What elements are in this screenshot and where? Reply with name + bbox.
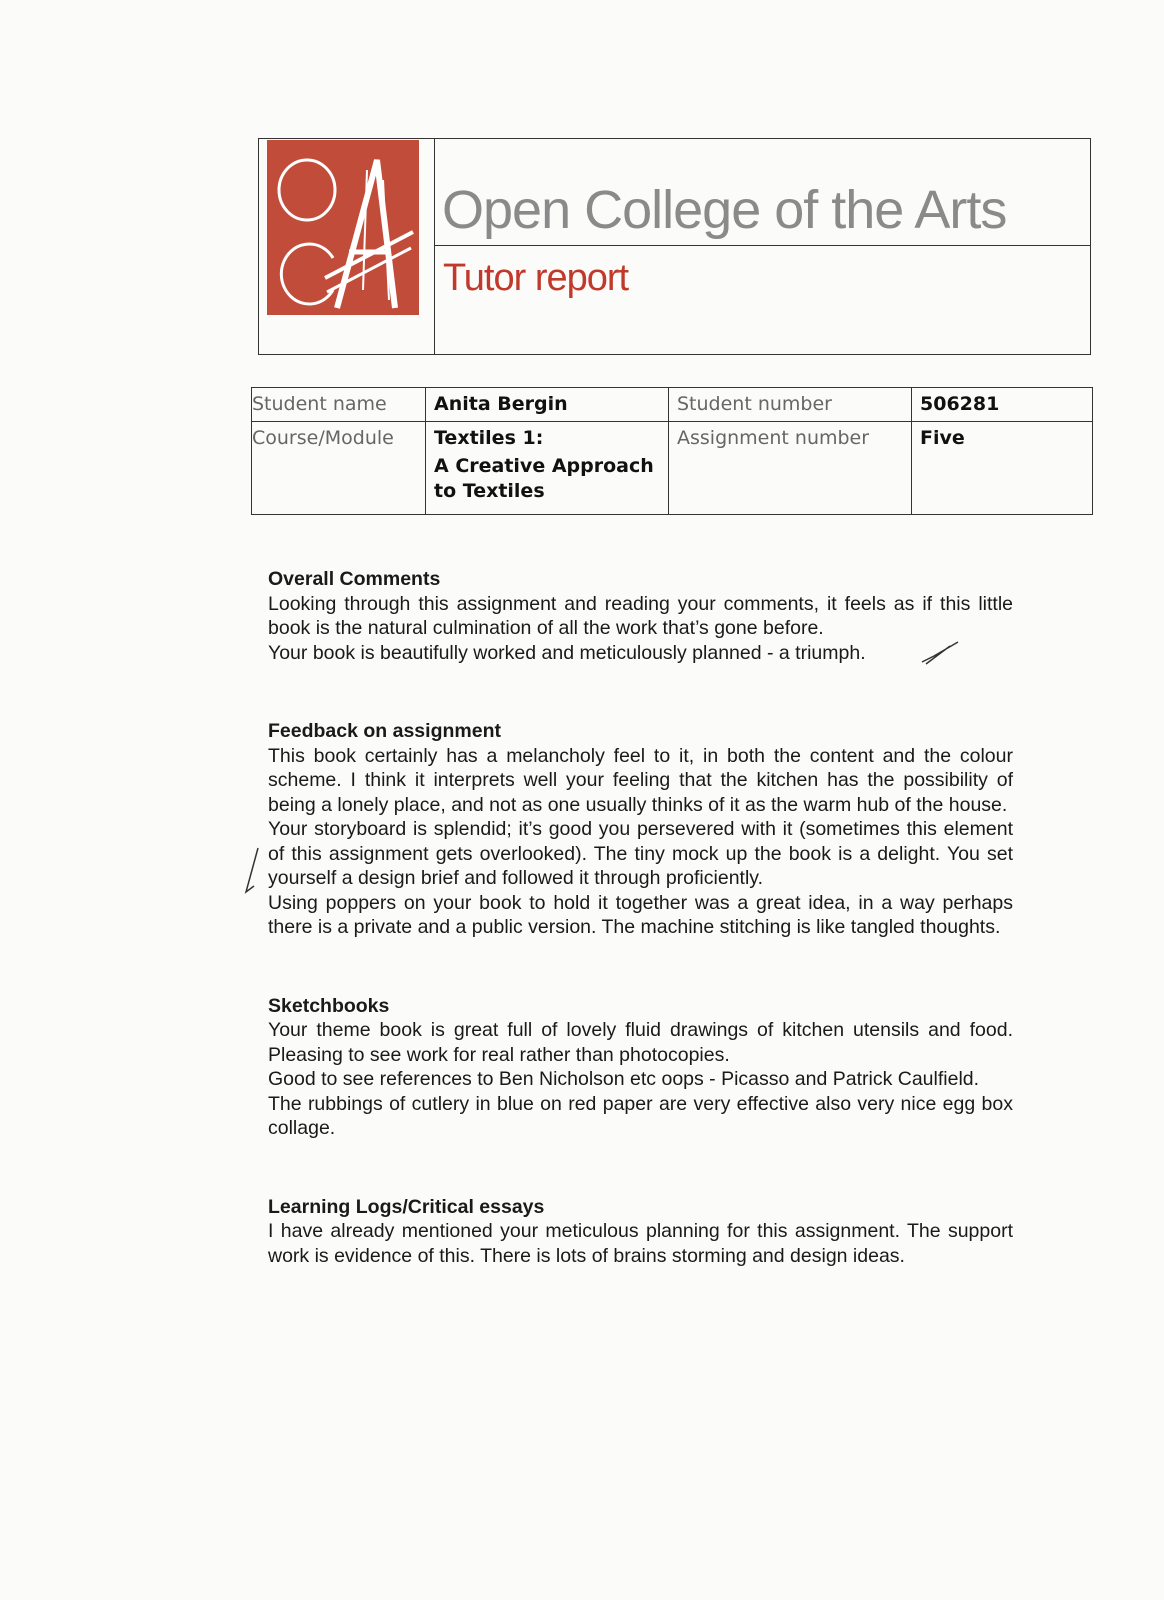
section-heading: Sketchbooks [268, 994, 390, 1017]
section-heading: Overall Comments [268, 568, 441, 590]
pen-margin-mark-icon [240, 846, 266, 896]
course-line-3: to Textiles [434, 480, 545, 503]
paragraph: Using poppers on your book to hold it together was a great idea, in a way perhaps there is a private and a public version. The machine stitching is like tangled thoughts. [268, 891, 1013, 938]
title-cell [434, 139, 1090, 246]
report-header [258, 138, 1091, 355]
student-info-table [251, 387, 1093, 515]
assignment-number-label: Assignment number [669, 421, 912, 514]
section-overall-comments [268, 567, 1013, 665]
logo-cell [259, 139, 435, 354]
paragraph: Your theme book is great full of lovely fluid drawings of kitchen utensils and food. Pleasing to see work for real rather than photocopies. [268, 1019, 1013, 1066]
paragraph: The rubbings of cutlery in blue on red paper are very effective also very nice egg box collage. [268, 1092, 1013, 1139]
course-module-label: Course/Module [252, 421, 426, 514]
section-heading: Feedback on assignment [268, 720, 501, 742]
info-row-1 [252, 388, 1093, 422]
course-line-2: A Creative Approach [434, 455, 654, 478]
report-title: Tutor report [443, 257, 629, 299]
college-name: Open College of the Arts [442, 180, 1007, 240]
oca-logo [267, 140, 419, 315]
paragraph: Looking through this assignment and reading your comments, it feels as if this little book is the natural culmination of all the work that’s gone before. [268, 592, 1013, 639]
paragraph: I have already mentioned your meticulous planning for this assignment. The support work is evidence of this. There is lots of brains storming and design ideas. [268, 1220, 1013, 1267]
assignment-number-value: Five [912, 421, 1093, 514]
paragraph: This book certainly has a melancholy feel to it, in both the content and the colour scheme. I think it interprets well your feeling that the kitchen has the possibility of being a lonely place, and not as one usually thinks of it as the warm hub of the house. [268, 744, 1013, 816]
course-module-value [426, 421, 669, 514]
student-name-value: Anita Bergin [426, 388, 669, 422]
section-learning-logs [268, 1195, 1013, 1269]
paragraph: Your storyboard is splendid; it’s good you persevered with it (sometimes this element of this assignment gets overlooked). The tiny mock up the book is a delight. You set yourself a design brief and followed it through proficiently. [268, 818, 1013, 889]
course-line-1: Textiles 1: [434, 426, 544, 449]
section-heading: Learning Logs/Critical essays [268, 1195, 545, 1218]
section-feedback [268, 719, 1013, 940]
student-number-label: Student number [669, 388, 912, 422]
paragraph: Your book is beautifully worked and meticulously planned - a triumph. [268, 641, 866, 664]
info-row-2 [252, 421, 1093, 514]
student-name-label: Student name [252, 388, 426, 422]
report-content [268, 567, 1013, 1298]
section-sketchbooks [268, 994, 1013, 1141]
student-number-value: 506281 [912, 388, 1093, 422]
pen-tick-icon [920, 638, 962, 666]
oca-logo-icon [267, 140, 419, 315]
paragraph: Good to see references to Ben Nicholson etc oops - Picasso and Patrick Caulfield. [268, 1068, 980, 1090]
